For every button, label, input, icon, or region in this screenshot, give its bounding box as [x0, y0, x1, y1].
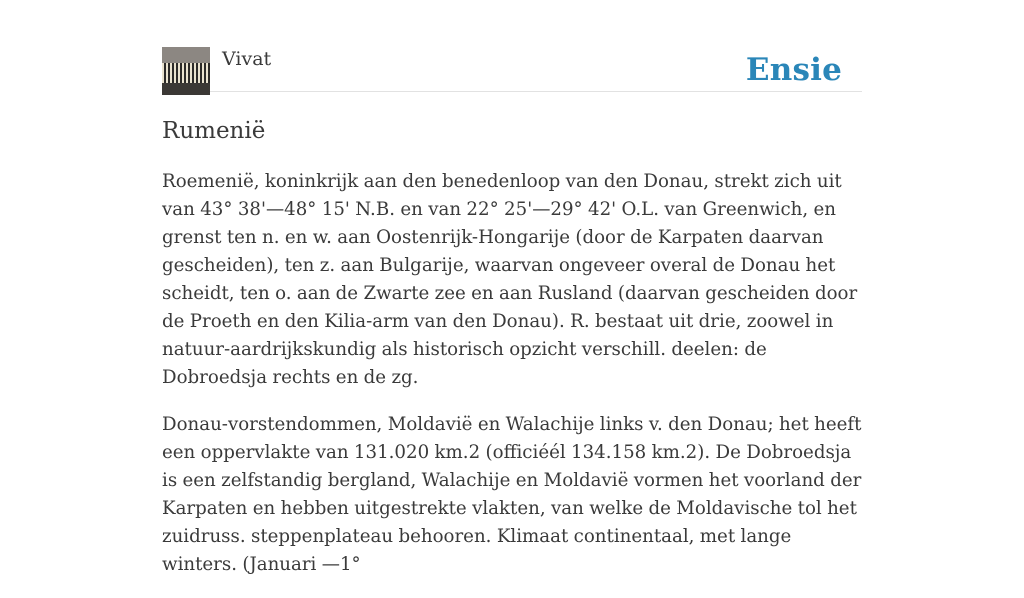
article-paragraph: Roemenië, koninkrijk aan den benedenloop van den Donau, strekt zich uit van 43° 38'—48° 15' N.B. en van 22° 25'—29° 42' O.L. van Greenwich, en grenst ten n. en w. aan Oostenrijk-Hongarije (door de Karpaten daarvan gescheiden), ten z. aan Bulgarije, waarvan ongeveer overal de Donau het scheidt, ten o. aan de Zwarte zee en aan Rusland (daarvan gescheiden door de Proeth en den Kilia-arm van den Donau). R. bestaat uit drie, zoowel in natuur-aardrijkskundig als historisch opzicht verschill. deelen: de Dobroedsja rechts en de zg.: [162, 171, 858, 388]
article-paragraph: Donau-vorstendommen, Moldavië en Walachije links v. den Donau; het heeft een oppervlakte van 131.020 km.2 (officiéél 134.158 km.2). De Dobroedsja is een zelfstandig bergland, Walachije en Moldavië vormen het voorland der Karpaten en hebben uitgestrekte vlakten, van welke de Moldavische tol het zuidruss. steppenplateau behooren. Klimaat continentaal, met lange winters. (Januari —1°: [162, 414, 862, 575]
author-avatar[interactable]: [162, 47, 210, 95]
author-name[interactable]: Vivat: [222, 48, 272, 70]
article-body: [162, 168, 862, 598]
avatar-background: [162, 47, 210, 63]
page: [162, 0, 862, 575]
brand-logo[interactable]: Ensie: [745, 52, 842, 88]
site-header: [162, 0, 862, 92]
avatar-bookshelf: [162, 63, 210, 83]
avatar-shelf: [162, 83, 210, 95]
article-title: Rumenië: [162, 118, 266, 144]
